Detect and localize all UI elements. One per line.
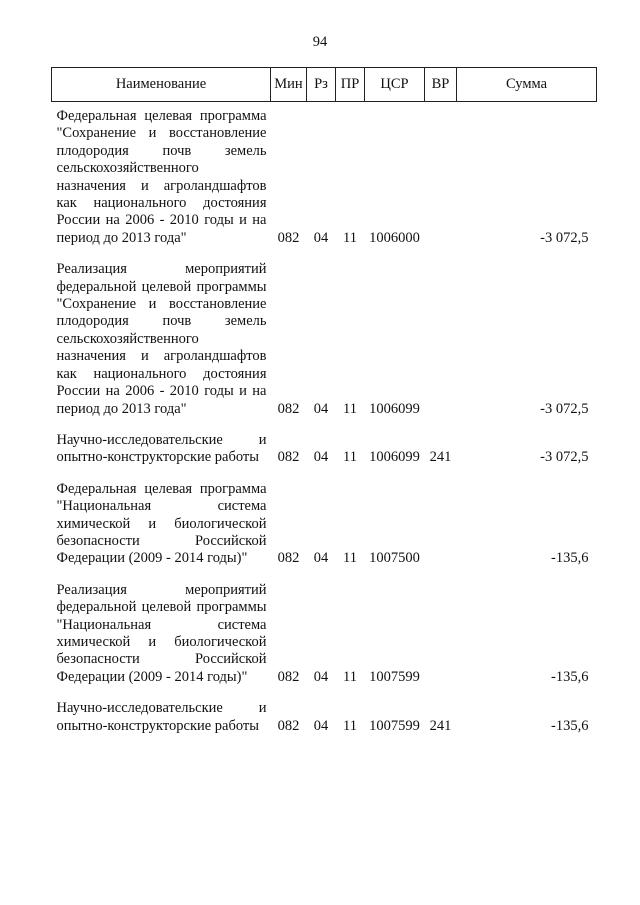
table-row bbox=[52, 102, 597, 256]
row-vr bbox=[425, 102, 457, 256]
header-min: Мин bbox=[271, 68, 307, 102]
row-min: 082 bbox=[277, 449, 300, 466]
row-csr: 1006099 bbox=[369, 449, 420, 466]
budget-table bbox=[51, 67, 597, 743]
row-sum: -135,6 bbox=[551, 668, 589, 685]
row-min: 082 bbox=[277, 668, 300, 685]
table-row bbox=[52, 475, 597, 576]
table-row bbox=[52, 694, 597, 743]
header-rz: Рз bbox=[307, 68, 336, 102]
header-row bbox=[52, 68, 597, 102]
row-sum: -3 072,5 bbox=[540, 229, 589, 246]
header-vr: ВР bbox=[425, 68, 457, 102]
row-sum: -3 072,5 bbox=[540, 449, 589, 466]
row-rz: 04 bbox=[313, 449, 329, 466]
row-pr: 11 bbox=[343, 668, 357, 685]
row-rz: 04 bbox=[313, 550, 329, 567]
header-pr: ПР bbox=[336, 68, 365, 102]
row-sum: -3 072,5 bbox=[540, 400, 589, 417]
row-pr: 11 bbox=[343, 229, 357, 246]
row-csr: 1006000 bbox=[369, 229, 420, 246]
row-pr: 11 bbox=[343, 449, 357, 466]
row-rz: 04 bbox=[313, 717, 329, 734]
header-csr: ЦСР bbox=[365, 68, 425, 102]
row-name: Научно-исследовательские и опытно-конструкторские работы bbox=[56, 431, 267, 466]
table-row bbox=[52, 255, 597, 426]
row-min: 082 bbox=[277, 229, 300, 246]
row-min: 082 bbox=[277, 717, 300, 734]
row-csr: 1007500 bbox=[369, 550, 420, 567]
row-pr: 11 bbox=[343, 717, 357, 734]
row-rz: 04 bbox=[313, 400, 329, 417]
table-row bbox=[52, 576, 597, 694]
row-vr bbox=[425, 475, 457, 576]
row-sum: -135,6 bbox=[551, 550, 589, 567]
page-number: 94 bbox=[312, 34, 328, 50]
row-rz: 04 bbox=[313, 668, 329, 685]
table-body bbox=[52, 102, 597, 744]
row-min: 082 bbox=[277, 550, 300, 567]
row-sum: -135,6 bbox=[551, 717, 589, 734]
row-name: Федеральная целевая программа "Сохранение и восстановление плодородия почв земель сельскохозяйственного назначения и агроландшафтов как национального достояния России на 2006 - 2010 годы и на период до 2013 года" bbox=[56, 108, 267, 246]
row-name: Научно-исследовательские и опытно-конструкторские работы bbox=[56, 700, 267, 734]
row-name: Федеральная целевая программа "Национальная система химической и биологической безопасности Российской Федерации (2009 - 2014 годы)" bbox=[56, 480, 267, 567]
row-pr: 11 bbox=[343, 400, 357, 417]
row-pr: 11 bbox=[343, 550, 357, 567]
row-vr: 241 bbox=[429, 449, 452, 466]
row-name: Реализация мероприятий федеральной целевой программы "Сохранение и восстановление плодородия почв земель сельскохозяйственного назначения и агроландшафтов как национального достояния России на 2006 - 2010 годы и на период до 2013 года" bbox=[56, 261, 267, 417]
table-row bbox=[52, 426, 597, 475]
row-vr: 241 bbox=[429, 717, 452, 734]
row-vr bbox=[425, 255, 457, 426]
row-csr: 1006099 bbox=[369, 400, 420, 417]
row-rz: 04 bbox=[313, 229, 329, 246]
header-name: Наименование bbox=[52, 68, 271, 102]
row-csr: 1007599 bbox=[369, 717, 420, 734]
row-csr: 1007599 bbox=[369, 668, 420, 685]
row-min: 082 bbox=[277, 400, 300, 417]
header-sum: Сумма bbox=[457, 68, 597, 102]
row-vr bbox=[425, 576, 457, 694]
row-name: Реализация мероприятий федеральной целевой программы "Национальная система химической и биологической безопасности Российской Федерации (2009 - 2014 годы)" bbox=[56, 581, 267, 685]
table-header bbox=[52, 68, 597, 102]
